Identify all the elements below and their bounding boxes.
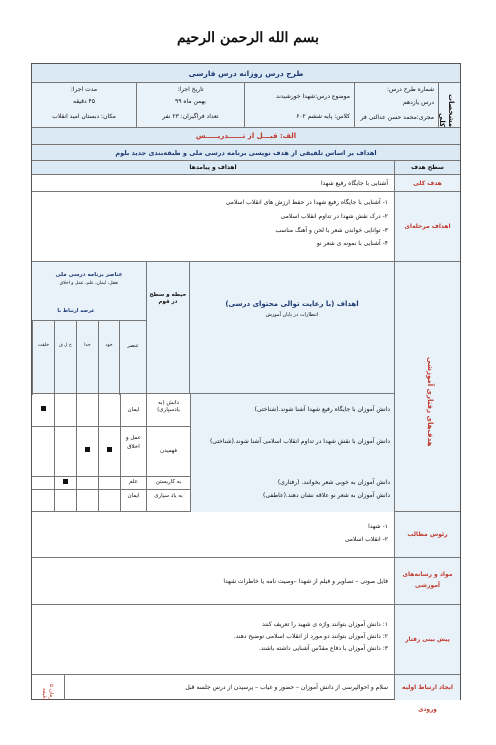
materials-text: فایل صوتی – تصاویر و فیلم از شهدا –وصیت نامه یا خاطرات شهدا — [223, 578, 388, 585]
title-row — [32, 64, 460, 83]
initial-relation-text: سلام و احوالپرسی از دانش آموزان – حضور و غیاب – پرسیدن از درس جلسه قبل — [64, 675, 394, 700]
stage-goal-item: ۱- آشنایی با جایگاه رفیع شهدا در حفظ ارزش های انقلاب اسلامی — [225, 199, 388, 206]
time-cell: زمان ۵ دقیقه — [40, 683, 54, 700]
relation-col-2: خدا — [76, 321, 98, 395]
relation-col-4: خلقت — [32, 321, 54, 395]
behavior-row: دانش آموزان با جایگاه رفیع شهدا آشنا شوند.(شناختی) دانش (به یادسپاری) ایمان — [32, 394, 394, 427]
entry-behavior-item: ۱: دانش آموزان بتوانند واژه ی شهید را تعریف کنند — [262, 621, 388, 628]
plan-title: طرح درس روزانه درس فارسی — [188, 69, 304, 78]
initial-relation-label: ایجاد ارتباط اولیه — [394, 675, 460, 700]
general-goal-label: هدف کلی — [394, 175, 460, 191]
duration-cell: مدت اجرا: ۴۵ دقیقه مکان: دبستان امید انقلاب — [52, 86, 116, 120]
entry-behavior-label: پیش بینی رفتار ورودی — [394, 605, 460, 674]
entry-behavior-list — [32, 605, 394, 674]
behavior-row: دانش آموزان به شعر نو علاقه نشان دهند.(عاطفی) به یاد سپاری ایمان — [32, 489, 394, 512]
materials-row — [32, 558, 460, 605]
initial-relation-row — [32, 675, 460, 700]
domain-title-cell: حیطه و سطح در قوم — [146, 262, 190, 394]
check-mark — [76, 426, 98, 476]
stage-goals-label: اهداف مرحله‌ای — [394, 192, 460, 261]
behavioral-objectives-label: هدف‌های رفتاری آموزشی — [394, 262, 460, 511]
bismillah-heading: بسم الله الرحمن الرحیم — [177, 30, 319, 46]
objective-basis-row: اهداف بر اساس تلفیقی از هدف نویسی برنامه درسی ملی و طبقه‌بندی جدید بلوم — [32, 145, 460, 161]
general-info-label: مشخصات کلی — [438, 83, 460, 127]
elements-header-cell: عناصر برنامه درسی ملی تعقل، ایمان، علم، عمل و اخلاق عرصه ارتباط با خلقت خ ل ق خدا خود عنصر — [32, 262, 146, 394]
heading-item: ۲- انقلاب اسلامی — [344, 536, 388, 544]
entry-behavior-item: ۲: دانش آموزان بتوانند دو مورد از انقلاب اسلامی توضیح دهند. — [233, 633, 388, 640]
content-title-cell: اهداف (با رعایت توالی محتوای درسی) انتظارات در پایان آموزش — [190, 262, 394, 394]
section-before-teaching: الف: قبـــل از تــــــدریـــــس — [32, 128, 460, 145]
stage-goals-row — [32, 192, 460, 262]
materials-label: مواد و رسانه‌های آموزشی — [394, 558, 460, 604]
headings-row — [32, 512, 460, 558]
relation-col-1: خود — [98, 321, 120, 395]
check-mark — [98, 426, 120, 476]
check-mark — [54, 476, 76, 489]
heading-item: ۱- شهدا — [368, 523, 388, 530]
column-header-row — [32, 161, 460, 175]
lesson-plan-table — [31, 63, 461, 713]
headings-label: رئوس مطالب — [394, 512, 460, 557]
behavior-row: دانش آموزان با نقش شهدا در تداوم انقلاب اسلامی آشنا شوند.(شناختی) فهمیدن عمل و اخلاق — [32, 426, 394, 477]
general-goal-text: آشنایی با جایگاه رفیع شهدا — [320, 180, 388, 187]
relation-col-3: خ ل ق — [54, 321, 76, 395]
element-col-header: عنصر — [120, 320, 146, 394]
stage-goal-item: ۴- آشنایی با نمونه ی شعر نو — [316, 240, 388, 248]
level-header: سطح هدف — [394, 161, 460, 174]
general-goal-row — [32, 175, 460, 192]
behavioral-objectives-block — [32, 262, 460, 512]
stage-goal-item: ۳- توانایی خواندن شعر با لحن و آهنگ مناسب — [275, 226, 388, 234]
entry-behavior-item: ۳: دانش آموزان با دفاع مقدّس آشنایی داشته باشند. — [258, 645, 388, 652]
stage-goal-item: ۲- درک نقش شهدا در تداوم انقلاب اسلامی — [280, 212, 388, 220]
behavior-row: دانش آموزان به خوبی شعر بخوانند. (رفتاری) به کاربستن علم — [32, 476, 394, 490]
info-block — [32, 83, 460, 128]
stage-goals-list — [32, 192, 394, 261]
topic-cell: موضوع درس:شهدا خورشیدند کلاس: پایه ششم ۶۰۲ — [244, 83, 354, 127]
goals-header: اهداف و پیامدها — [189, 164, 237, 171]
headings-list — [32, 512, 394, 557]
relation-columns — [32, 320, 120, 395]
date-cell: تاریخ اجرا: بهمن ماه ۹۹ تعداد فراگیران: ۲۳ نفر — [136, 83, 244, 127]
check-mark — [32, 394, 54, 426]
plan-number-cell: شماره طرح درس: درس یازدهم مجری:محمد حسن عدالتی فر — [354, 83, 438, 127]
